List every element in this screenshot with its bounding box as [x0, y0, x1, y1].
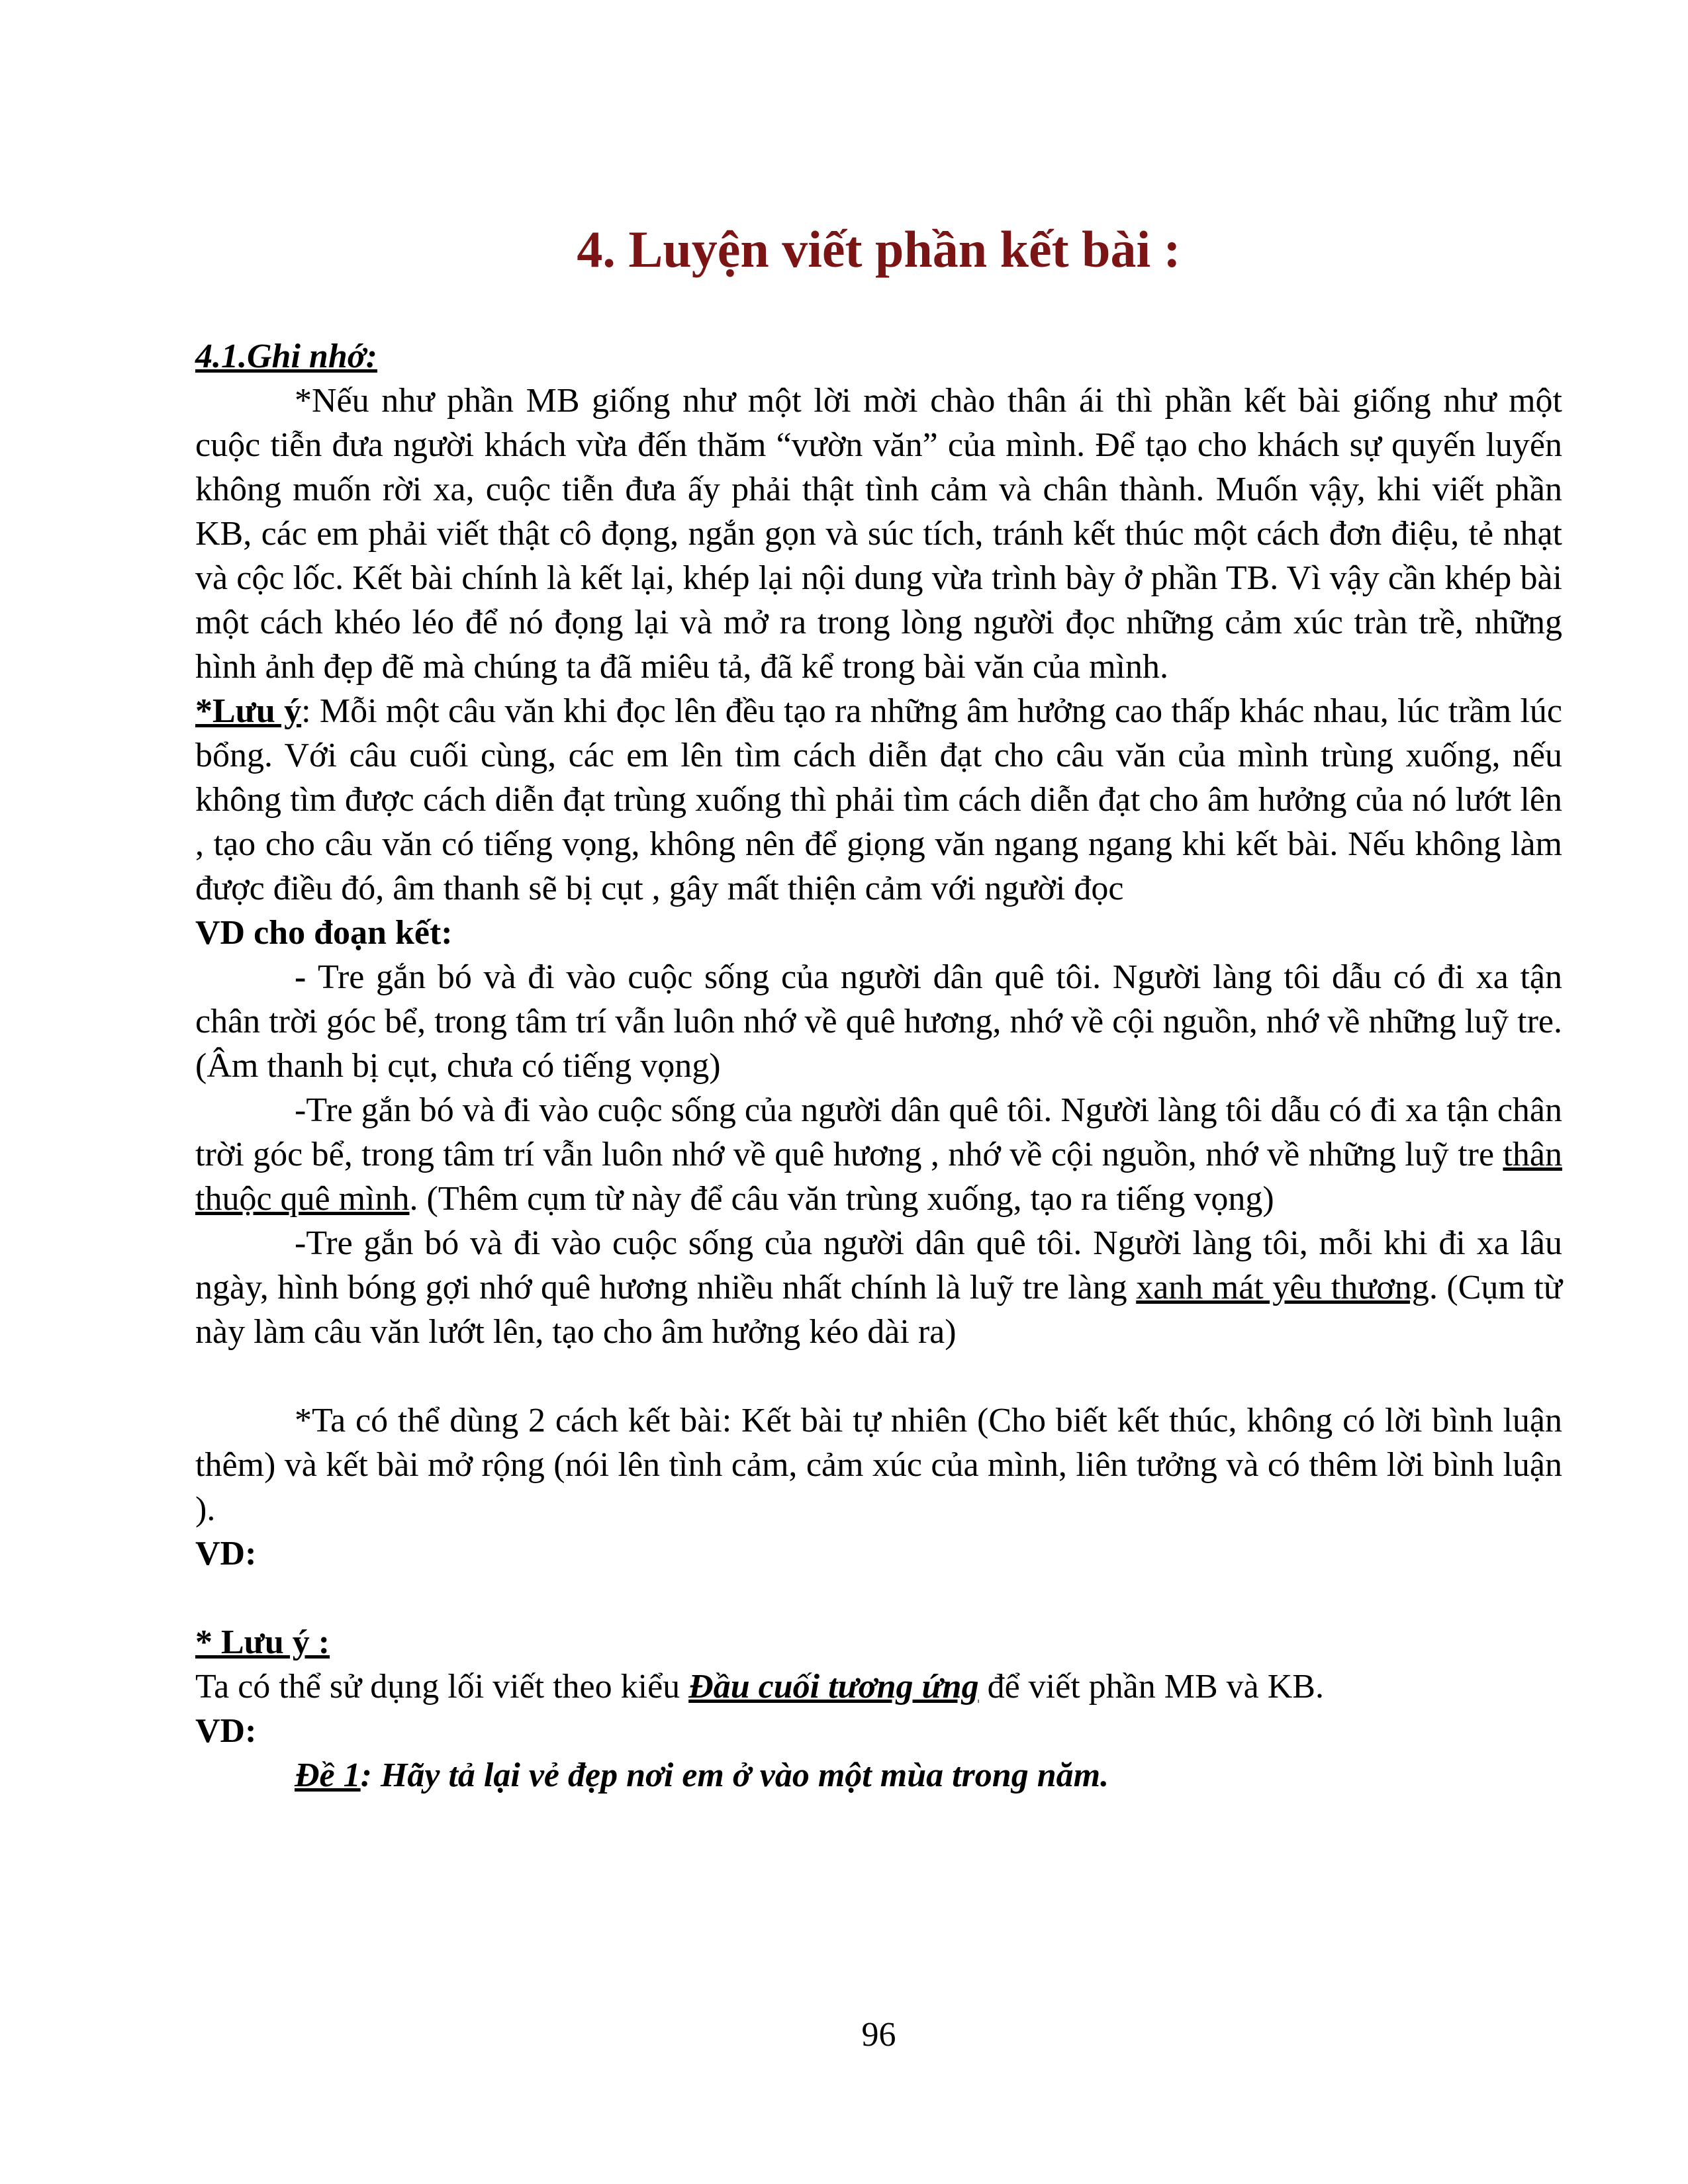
note-2-emphasis: Đầu cuối tương ứng — [688, 1668, 979, 1706]
note-2-paragraph — [195, 1664, 1562, 1709]
example-3-underlined: xanh mát yêu thương — [1136, 1269, 1429, 1306]
example-heading-text: VD cho đoạn kết: — [195, 914, 453, 952]
example-1-text: Tre gắn bó và đi vào cuộc sống của người dân quê tôi. Người làng tôi dẫu có đi xa tận chân trời góc bể, trong tâm trí vẫn luôn nhớ về quê hương, nhớ về cội nguồn, nhớ về những luỹ tre. (Âm thanh bị cụt, chưa có tiếng vọng) — [195, 958, 1562, 1085]
example-2 — [195, 1088, 1562, 1221]
example-1 — [195, 955, 1562, 1088]
ways-paragraph: *Ta có thể dùng 2 cách kết bài: Kết bài tự nhiên (Cho biết kết thúc, không có lời bình luận thêm) và kết bài mở rộng (nói lên tình cảm, cảm xúc của mình, liên tưởng và có thêm lời bình luận ). — [195, 1402, 1562, 1528]
note-label: *Lưu ý — [195, 692, 302, 730]
note-2-before: Ta có thể sử dụng lối viết theo kiểu — [195, 1668, 689, 1706]
note-text: : Mỗi một câu văn khi đọc lên đều tạo ra những âm hưởng cao thấp khác nhau, lúc trầm lúc bổng. Với câu cuối cùng, các em lên tìm cách diễn đạt cho câu văn của mình trùng xuống, nếu không tìm được cách diễn đạt trùng xuống thì phải tìm cách diễn đạt cho âm hưởng của nó lướt lên , tạo cho câu văn có tiếng vọng, không nên để giọng văn ngang ngang khi kết bài. Nếu không làm được điều đó, âm thanh sẽ bị cụt , gây mất thiện cảm với người đọc — [195, 692, 1562, 907]
vd-label-2 — [195, 1709, 1562, 1753]
example-3 — [195, 1221, 1562, 1354]
topic-1-label: Đề 1 — [295, 1756, 361, 1794]
vd-label-2-text: VD: — [195, 1712, 257, 1750]
body-text — [195, 334, 1562, 1797]
topic-1-text: : Hãy tả lại vẻ đẹp nơi em ở vào một mùa trong năm. — [360, 1756, 1109, 1794]
section-heading-text: 4.1.Ghi nhớ: — [195, 338, 377, 375]
note-2-label: * Lưu ý : — [195, 1623, 330, 1661]
page-number: 96 — [861, 2016, 896, 2054]
vd-label-1-text: VD: — [195, 1535, 257, 1572]
vd-label-1 — [195, 1531, 1562, 1576]
example-2-before: -Tre gắn bó và đi vào cuộc sống của người dân quê tôi. Người làng tôi dẫu có đi xa tận chân trời góc bể, trong tâm trí vẫn luôn nhớ về quê hương , nhớ về cội nguồn, nhớ về những luỹ tre — [195, 1091, 1562, 1173]
example-heading — [195, 911, 1562, 955]
note-2-after: để viết phần MB và KB. — [978, 1668, 1324, 1706]
example-3-after: . (Cụm từ này làm câu văn lướt lên, tạo cho âm hưởng kéo dài ra) — [195, 1269, 1563, 1351]
note-paragraph — [195, 689, 1562, 911]
blank-line-2 — [195, 1576, 1562, 1620]
intro-paragraph: *Nếu như phần MB giống như một lời mời chào thân ái thì phần kết bài giống như một cuộc tiễn đưa người khách vừa đến thăm “vườn văn” của mình. Để tạo cho khách sự quyến luyến không muốn rời xa, cuộc tiễn đưa ấy phải thật tình cảm và chân thành. Muốn vậy, khi viết phần KB, các em phải viết thật cô đọng, ngắn gọn và súc tích, tránh kết thúc một cách đơn điệu, tẻ nhạt và cộc lốc. Kết bài chính là kết lại, khép lại nội dung vừa trình bày ở phần TB. Vì vậy cần khép bài một cách khéo léo để nó đọng lại và mở ra trong lòng người đọc những cảm xúc tràn trề, những hình ảnh đẹp đẽ mà chúng ta đã miêu tả, đã kể trong bài văn của mình. — [195, 382, 1562, 686]
blank-line — [195, 1354, 1562, 1398]
note-2-heading — [195, 1620, 1562, 1664]
example-2-underlined: thân thuộc quê mình — [195, 1136, 1562, 1218]
example-3-before: -Tre gắn bó và đi vào cuộc sống của người dân quê tôi. Người làng tôi, mỗi khi đi xa lâu ngày, hình bóng gợi nhớ quê hương nhiều nhất chính là luỹ tre làng — [195, 1224, 1562, 1306]
example-1-dash: - — [295, 958, 318, 996]
example-2-after: . (Thêm cụm từ này để câu văn trùng xuống, tạo ra tiếng vọng) — [409, 1180, 1274, 1218]
section-heading — [195, 334, 1562, 379]
topic-1 — [195, 1753, 1562, 1797]
page-title: 4. Luyện viết phần kết bài : — [577, 220, 1181, 278]
